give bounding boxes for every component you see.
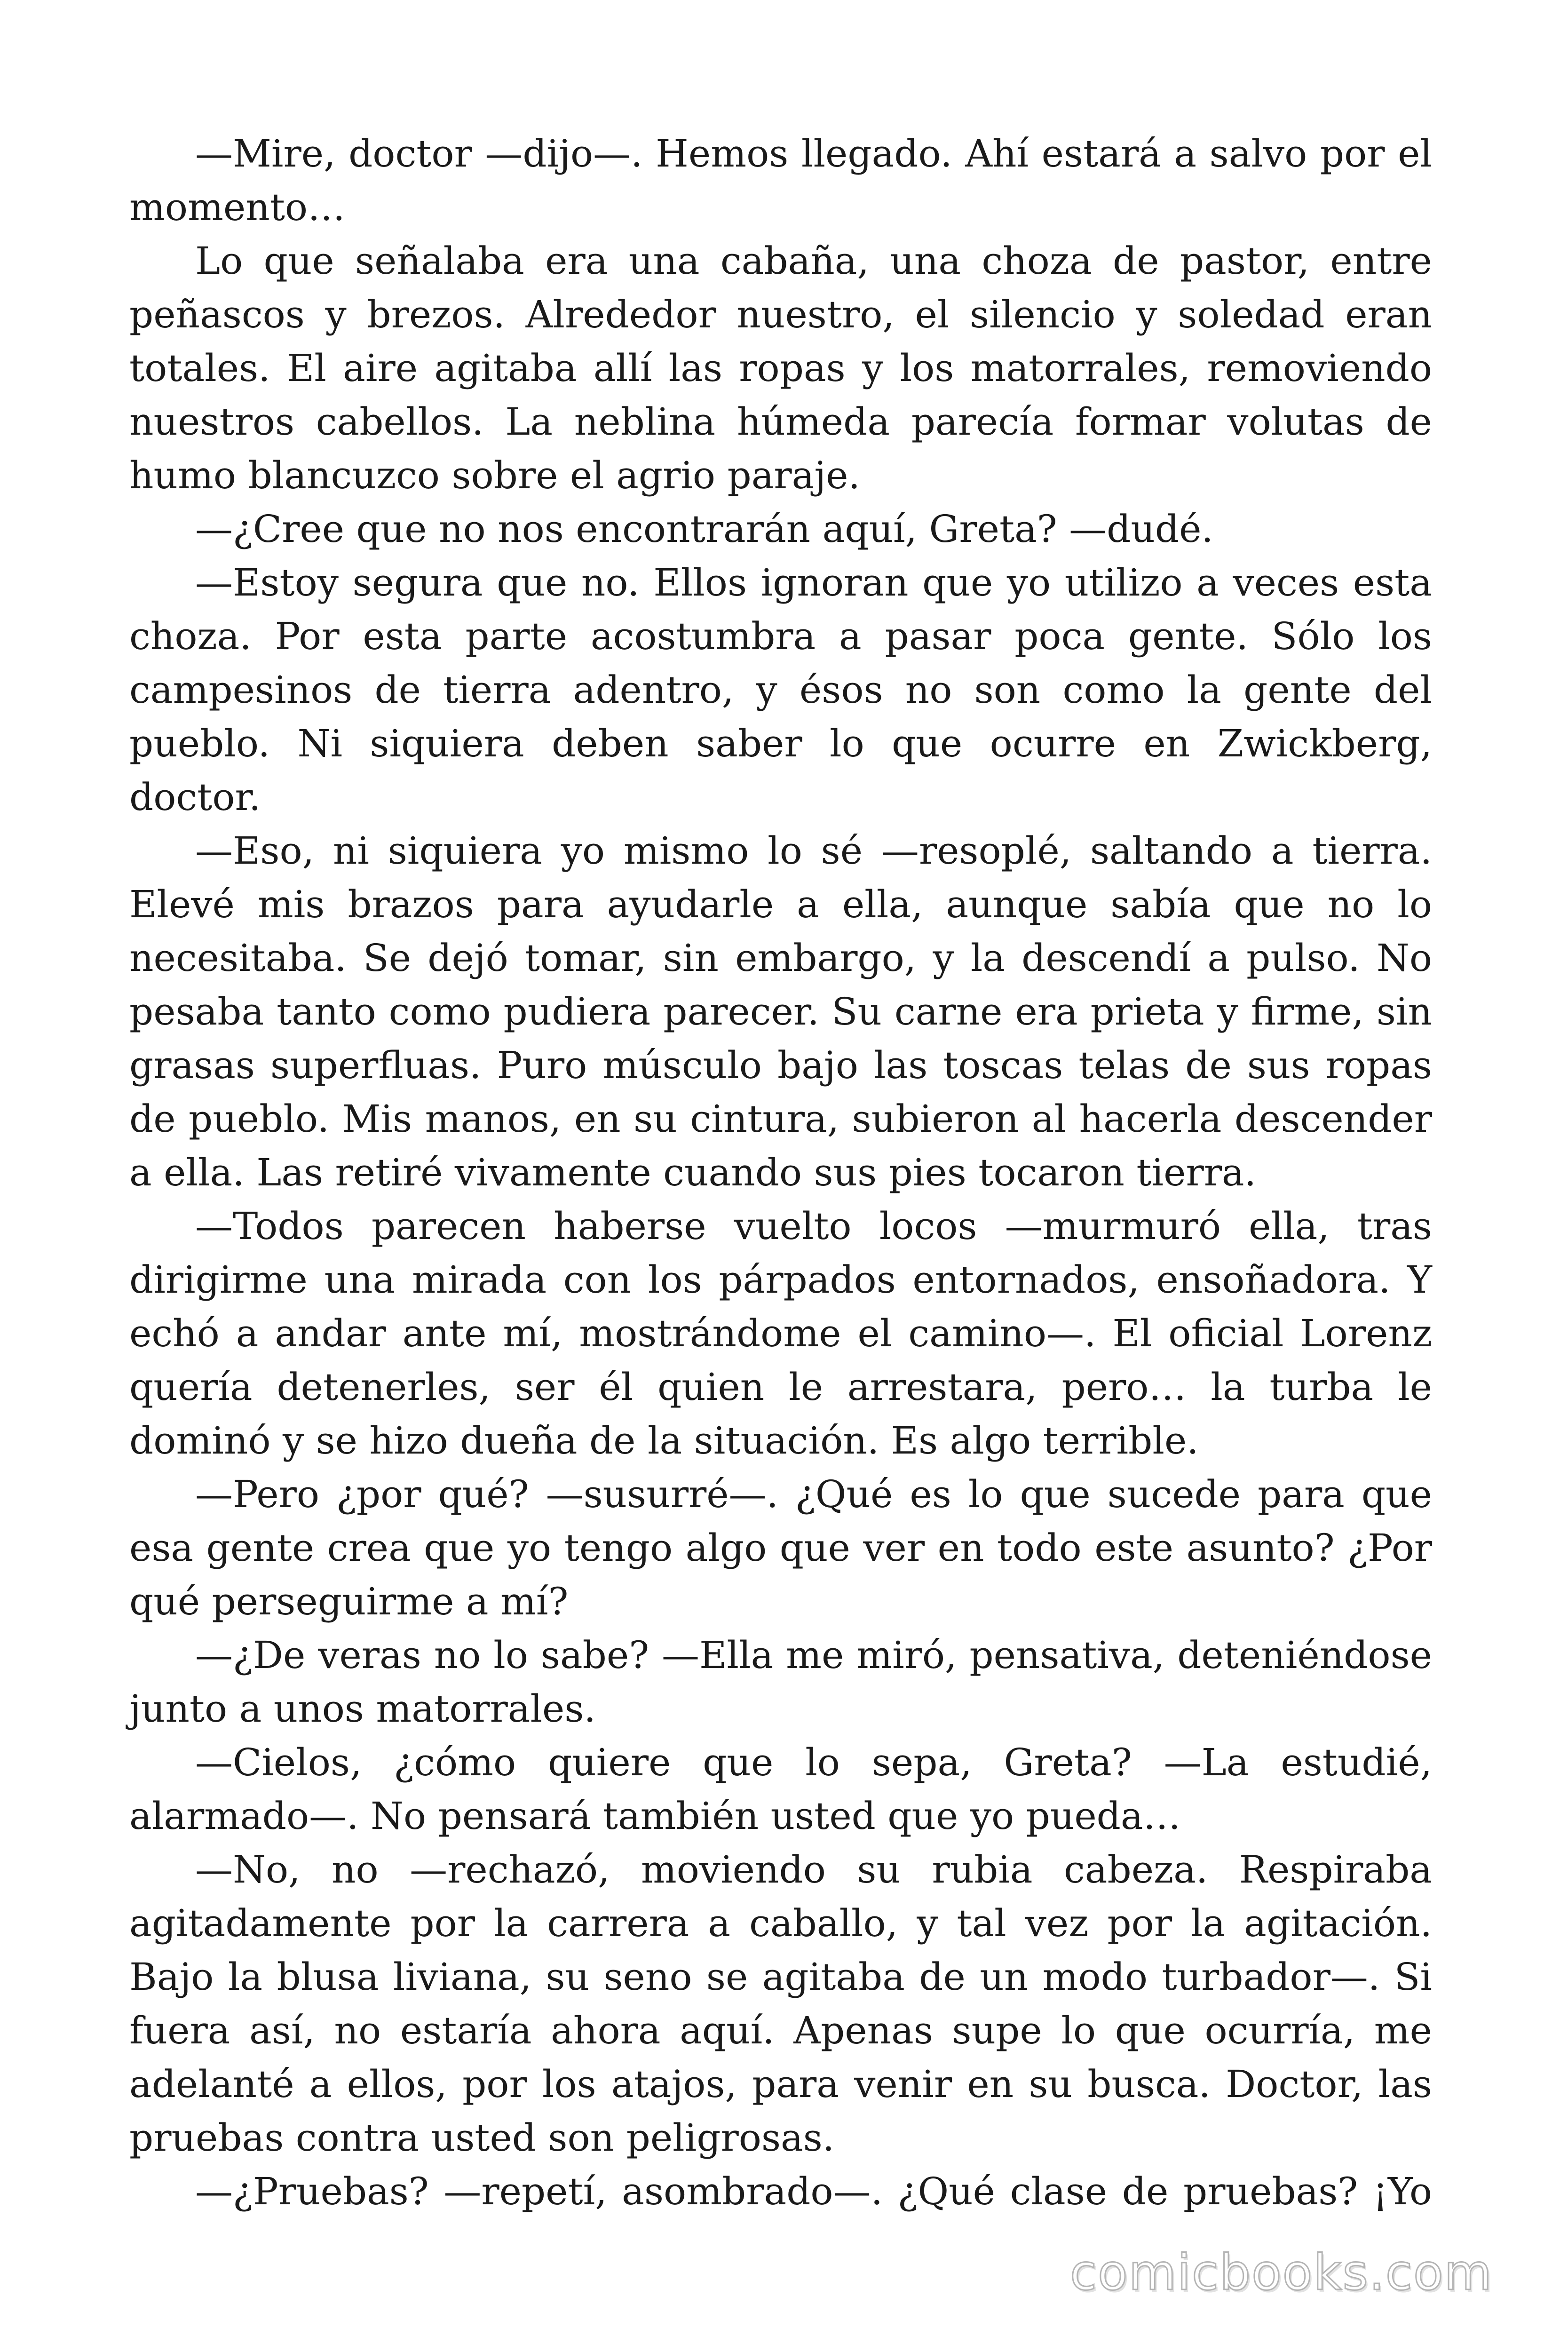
paragraph: —No, no —rechazó, moviendo su rubia cabeza. Respiraba agitadamente por la carrera a caballo, y tal vez por la agitación. Bajo la blusa liviana, su seno se agitaba de un modo turbador—. Si fuera así, no estaría ahora aquí. Apenas supe lo que ocurría, me adelanté a ellos, por los atajos, para venir en su busca. Doctor, las pruebas contra usted son peligrosas. [129, 1848, 1432, 2160]
watermark-logo: comicbooks.com [1069, 2244, 1493, 2301]
paragraph: —Estoy segura que no. Ellos ignoran que yo utilizo a veces esta choza. Por esta parte acostumbra a pasar poca gente. Sólo los campesinos de tierra adentro, y ésos no son como la gente del pueblo. Ni siquiera deben saber lo que ocurre en Zwickberg, doctor. [129, 561, 1432, 819]
paragraph: —¿Cree que no nos encontrarán aquí, Greta? —dudé. [195, 507, 1213, 551]
paragraph: Lo que señalaba era una cabaña, una choza de pastor, entre peñascos y brezos. Alrededor nuestro, el silencio y soledad eran totales. El aire agitaba allí las ropas y los matorrales, removiendo nuestros cabellos. La neblina húmeda parecía formar volutas de humo blancuzco sobre el agrio paraje. [129, 239, 1432, 497]
paragraph: —Pero ¿por qué? —susurré—. ¿Qué es lo que sucede para que esa gente crea que yo tengo algo que ver en todo este asunto? ¿Por qué perseguirme a mí? [129, 1472, 1432, 1623]
paragraph: —¿De veras no lo sabe? —Ella me miró, pensativa, deteniéndose junto a unos matorrales. [129, 1633, 1432, 1731]
paragraph: —Eso, ni siquiera yo mismo lo sé —resoplé, saltando a tierra. Elevé mis brazos para ayudarle a ella, aunque sabía que no lo necesitaba. Se dejó tomar, sin embargo, y la descendí a pulso. No pesaba tanto como pudiera parecer. Su carne era prieta y firme, sin grasas superfluas. Puro músculo bajo las toscas telas de sus ropas de pueblo. Mis manos, en su cintura, subieron al hacerla descender a ella. Las retiré vivamente cuando sus pies tocaron tierra. [129, 829, 1432, 1194]
paragraph: —Cielos, ¿cómo quiere que lo sepa, Greta? —La estudié, alarmado—. No pensará también usted que yo pueda… [129, 1740, 1432, 1838]
page-text [129, 127, 1432, 2218]
paragraph: —Mire, doctor —dijo—. Hemos llegado. Ahí estará a salvo por el momento… [129, 132, 1432, 229]
paragraph: —Todos parecen haberse vuelto locos —murmuró ella, tras dirigirme una mirada con los párpados entornados, ensoñadora. Y echó a andar ante mí, mostrándome el camino—. El oficial Lorenz quería detenerles, ser él quien le arrestara, pero… la turba le dominó y se hizo dueña de la situación. Es algo terrible. [129, 1204, 1432, 1462]
paragraph: —¿Pruebas? —repetí, asombrado—. ¿Qué clase de pruebas? ¡Yo [195, 2169, 1432, 2213]
